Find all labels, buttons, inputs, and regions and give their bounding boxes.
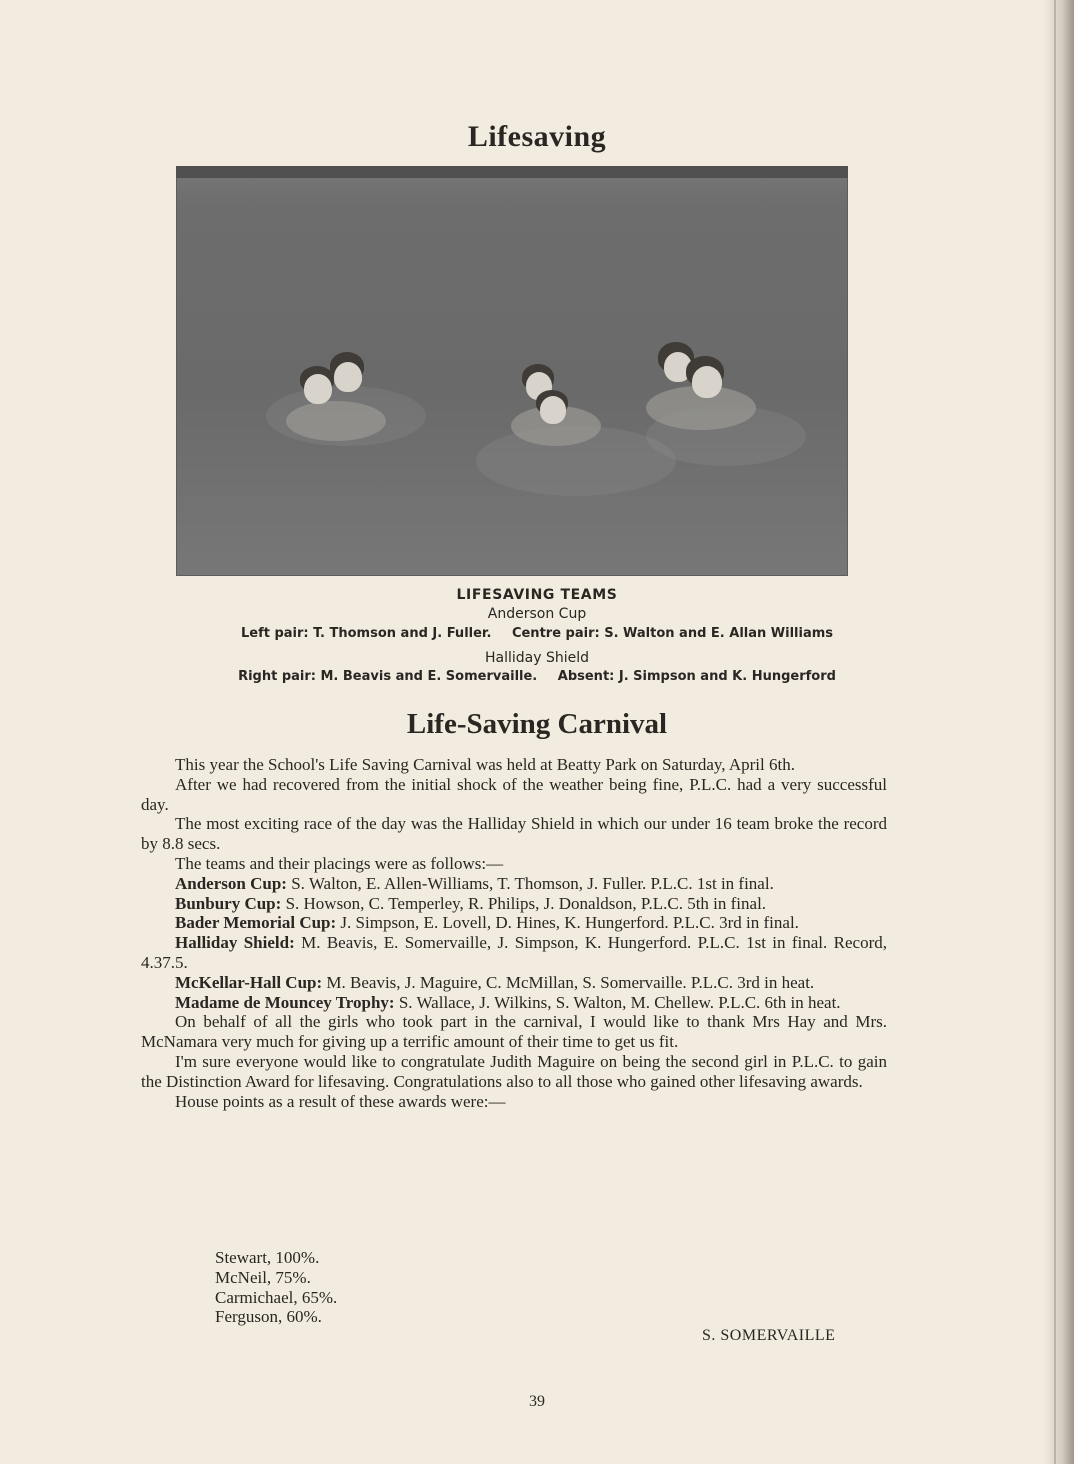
result-mckellar-hall-cup (141, 973, 887, 993)
article-heading: Life-Saving Carnival (406, 708, 668, 740)
event-name: McKellar-Hall Cup: (175, 972, 323, 992)
swimmer-face (540, 396, 566, 424)
result-anderson-cup (141, 874, 887, 894)
paragraph: On behalf of all the girls who took part in the carnival, I would like to thank Mrs Hay and Mrs. McNamara very much for giving up a terrific amount of their time to get us fit. (141, 1012, 887, 1052)
paragraph: House points as a result of these awards were:— (175, 1091, 506, 1111)
photo-caption-pairs (0, 626, 1074, 641)
paragraph: This year the School's Life Saving Carnival was held at Beatty Park on Saturday, April 6th. (175, 755, 795, 774)
photo-caption-heading: LIFESAVING TEAMS (456, 587, 618, 603)
absent-text: Absent: J. Simpson and K. Hungerford (557, 669, 836, 684)
house-points-item: Stewart, 100%. (215, 1248, 320, 1267)
paragraph: The most exciting race of the day was the Halliday Shield in which our under 16 team broke the record by 8.8 secs. (141, 814, 887, 854)
house-points-item: McNeil, 75%. (215, 1267, 311, 1287)
left-pair-text: Left pair: T. Thomson and J. Fuller. (240, 626, 492, 641)
page-title: Lifesaving (467, 120, 607, 153)
event-name: Madame de Mouncey Trophy: (175, 992, 395, 1012)
result-bunbury-cup (141, 894, 887, 914)
result-text: S. Howson, C. Temperley, R. Philips, J. Donaldson, P.L.C. 5th in final. (281, 893, 767, 913)
result-text: J. Simpson, E. Lovell, D. Hines, K. Hungerford. P.L.C. 3rd in final. (336, 913, 799, 933)
paragraph: The teams and their placings were as follows:— (175, 853, 504, 873)
page-number: 39 (529, 1393, 545, 1410)
pool-edge (176, 166, 848, 178)
house-points-item: Ferguson, 60%. (215, 1307, 322, 1327)
result-text: M. Beavis, J. Maguire, C. McMillan, S. Somervaille. P.L.C. 3rd in heat. (322, 972, 815, 992)
right-pair-text: Right pair: M. Beavis and E. Somervaille. (238, 669, 538, 684)
result-halliday-shield (141, 933, 887, 973)
author-signature: S. SOMERVAILLE (702, 1327, 836, 1344)
result-madame-de-mouncey-trophy (141, 993, 887, 1013)
house-points-list (215, 1248, 337, 1327)
event-name: Bader Memorial Cup: (175, 913, 337, 933)
swimmer-face (692, 366, 722, 398)
house-points-item: Carmichael, 65%. (215, 1287, 338, 1307)
result-text: M. Beavis, E. Somervaille, J. Simpson, K. Hungerford. P.L.C. 1st in final. Record, 4.37.5. (141, 933, 887, 972)
centre-pair-text: Centre pair: S. Walton and E. Allan Williams (511, 626, 834, 641)
photo-caption-anderson-cup: Anderson Cup (487, 606, 587, 622)
article-body (141, 755, 887, 1111)
result-text: S. Wallace, J. Wilkins, S. Walton, M. Chellew. P.L.C. 6th in heat. (394, 992, 841, 1012)
photo-caption-halliday-shield: Halliday Shield (484, 650, 589, 666)
result-text: S. Walton, E. Allen-Williams, T. Thomson, J. Fuller. P.L.C. 1st in final. (286, 873, 774, 893)
event-name: Halliday Shield: (175, 933, 295, 953)
lifesaving-team-photo (176, 166, 848, 576)
swimmer-face (304, 374, 332, 404)
paragraph: I'm sure everyone would like to congratulate Judith Maguire on being the second girl in P.L.C. to gain the Distinction Award for lifesaving. Congratulations also to all those who gained other lifesaving awards. (141, 1051, 887, 1091)
swimmer-shoulders (286, 401, 386, 441)
event-name: Anderson Cup: (175, 873, 287, 893)
photo-caption-right-absent (0, 669, 1074, 684)
result-bader-memorial-cup (141, 913, 887, 933)
event-name: Bunbury Cup: (175, 893, 282, 913)
paragraph: After we had recovered from the initial shock of the weather being fine, P.L.C. had a very successful day. (141, 774, 887, 814)
swimmer-face (334, 362, 362, 392)
